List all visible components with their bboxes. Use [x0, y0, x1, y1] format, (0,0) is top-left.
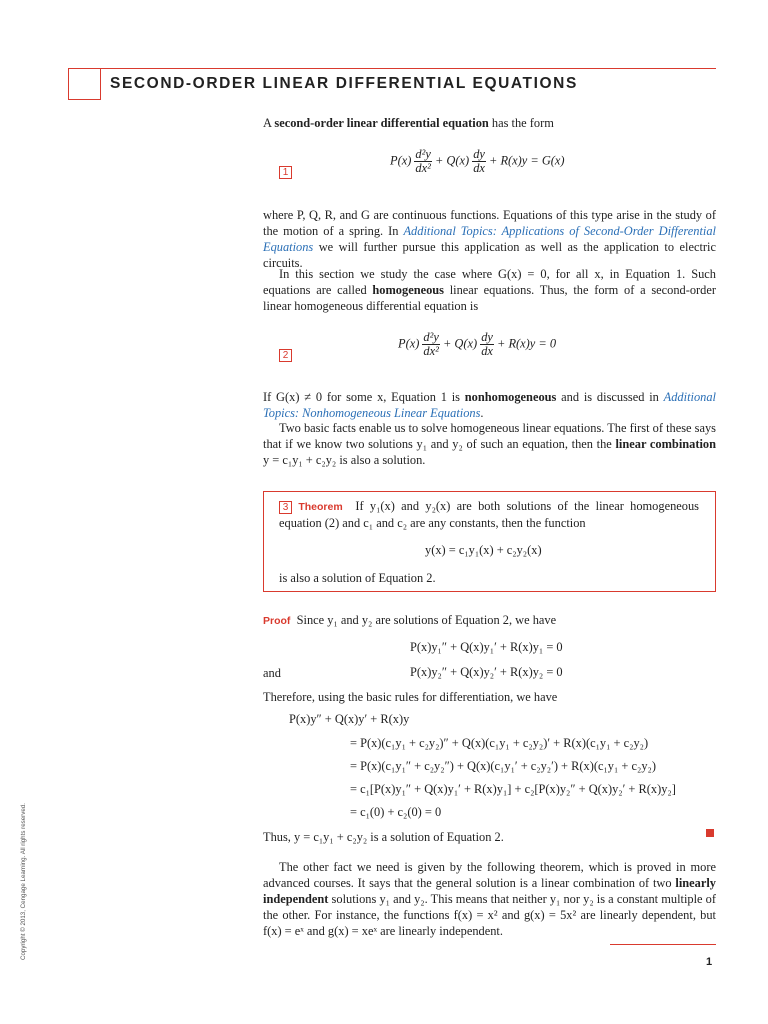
equation-2-number: 2: [279, 345, 292, 363]
proof-conclusion: Thus, y = c₁y₁ + c₂y₂ is a solution of Equation 2.: [263, 830, 504, 844]
equation-1-number: 1: [279, 162, 292, 180]
theorem-formula: y(x) = c₁y₁(x) + c₂y₂(x): [425, 543, 542, 557]
page-title: SECOND-ORDER LINEAR DIFFERENTIAL EQUATIONS: [110, 75, 578, 92]
proof-line-3: = c₁[P(x)y₁″ + Q(x)y₁′ + R(x)y₁] + c₂[P(x)y₂″ + Q(x)y₂′ + R(x)y₂]: [350, 782, 676, 796]
proof-line-1: = P(x)(c₁y₁ + c₂y₂)″ + Q(x)(c₁y₁ + c₂y₂)′ + R(x)(c₁y₁ + c₂y₂): [350, 736, 649, 750]
proof-intro: Proof Since y₁ and y₂ are solutions of Equation 2, we have: [263, 613, 557, 627]
proof-equation-b: P(x)y₂″ + Q(x)y₂′ + R(x)y₂ = 0: [410, 665, 563, 679]
proof-therefore: Therefore, using the basic rules for differentiation, we have: [263, 690, 558, 704]
intro-paragraph: A second-order linear differential equation has the form: [263, 116, 554, 130]
theorem-number: 3: [279, 501, 292, 514]
copyright-notice: Copyright © 2013, Cengage Learning. All rights reserved.: [20, 803, 27, 960]
proof-and: and: [263, 666, 281, 680]
paragraph-nonhomogeneous: If G(x) ≠ 0 for some x, Equation 1 is nonhomogeneous and is discussed in Additional Topics: Nonhomogeneous Linear Equations.: [263, 390, 716, 420]
theorem-after: is also a solution of Equation 2.: [279, 571, 436, 585]
proof-line-0: P(x)y″ + Q(x)y′ + R(x)y: [289, 712, 410, 726]
footer-rule: [610, 944, 716, 945]
proof-line-2: = P(x)(c₁y₁″ + c₂y₂″) + Q(x)(c₁y₁′ + c₂y₂′) + R(x)(c₁y₁ + c₂y₂): [350, 759, 656, 773]
header-rule: [68, 68, 716, 69]
theorem-statement: 3 Theorem If y₁(x) and y₂(x) are both solutions of the linear homogeneous equation (2) and c₁ and c₂ are any constants, then the function: [279, 499, 699, 530]
paragraph-two-basic-facts: Two basic facts enable us to solve homogeneous linear equations. The first of these says that if we know two solutions y₁ and y₂ of such an equation, then the linear combination y = c₁y₁ + c₂y₂ is also a solution.: [263, 421, 716, 467]
paragraph-homogeneous: In this section we study the case where G(x) = 0, for all x, in Equation 1. Such equations are called homogeneous linear equations. Thus, the form of a second-order linear homogeneous differential equation is: [263, 267, 716, 313]
equation-1: P(x) $\frac{\text{d²y}}{\text{dx²}}$ + Q(x) $\frac{dy}{dx}$ + R(x)y = G(x): [390, 147, 565, 175]
header-corner-box: [68, 68, 101, 100]
page-number: 1: [706, 956, 713, 968]
proof-label: Proof: [263, 615, 291, 627]
paragraph-linearly-independent: The other fact we need is given by the following theorem, which is proved in more advanced courses. It says that the general solution is a linear combination of two linearly independent solutions y₁ and y₂. This means that neither y₁ nor y₂ is a constant multiple of the other. For instance, the functions f(x) = x² and g(x) = 5x² are linearly dependent, but f(x) = eˣ and g(x) = xeˣ are linearly independent.: [263, 860, 716, 938]
link-nonhomogeneous-equations[interactable]: Additional Topics: Nonhomogeneous Linear Equations: [263, 390, 716, 420]
proof-equation-a: P(x)y₁″ + Q(x)y₁′ + R(x)y₁ = 0: [410, 640, 563, 654]
theorem-label: Theorem: [298, 501, 343, 513]
proof-line-4: = c₁(0) + c₂(0) = 0: [350, 805, 442, 819]
term-second-order: second-order linear differential equation: [274, 116, 489, 130]
link-applications-second-order[interactable]: Additional Topics: Applications of Second-Order Differential Equations: [263, 224, 716, 254]
qed-square-icon: [706, 829, 714, 837]
equation-2: P(x) $\frac{\text{d²y}}{\text{dx²}}$ + Q(x) $\frac{dy}{dx}$ + R(x)y = 0: [398, 330, 557, 358]
paragraph-motion-spring: where P, Q, R, and G are continuous functions. Equations of this type arise in the study of the motion of a spring. In Additional Topics: Applications of Second-Order Differential Equations we will further pursue this application as well as the application to electric circuits.: [263, 208, 716, 270]
